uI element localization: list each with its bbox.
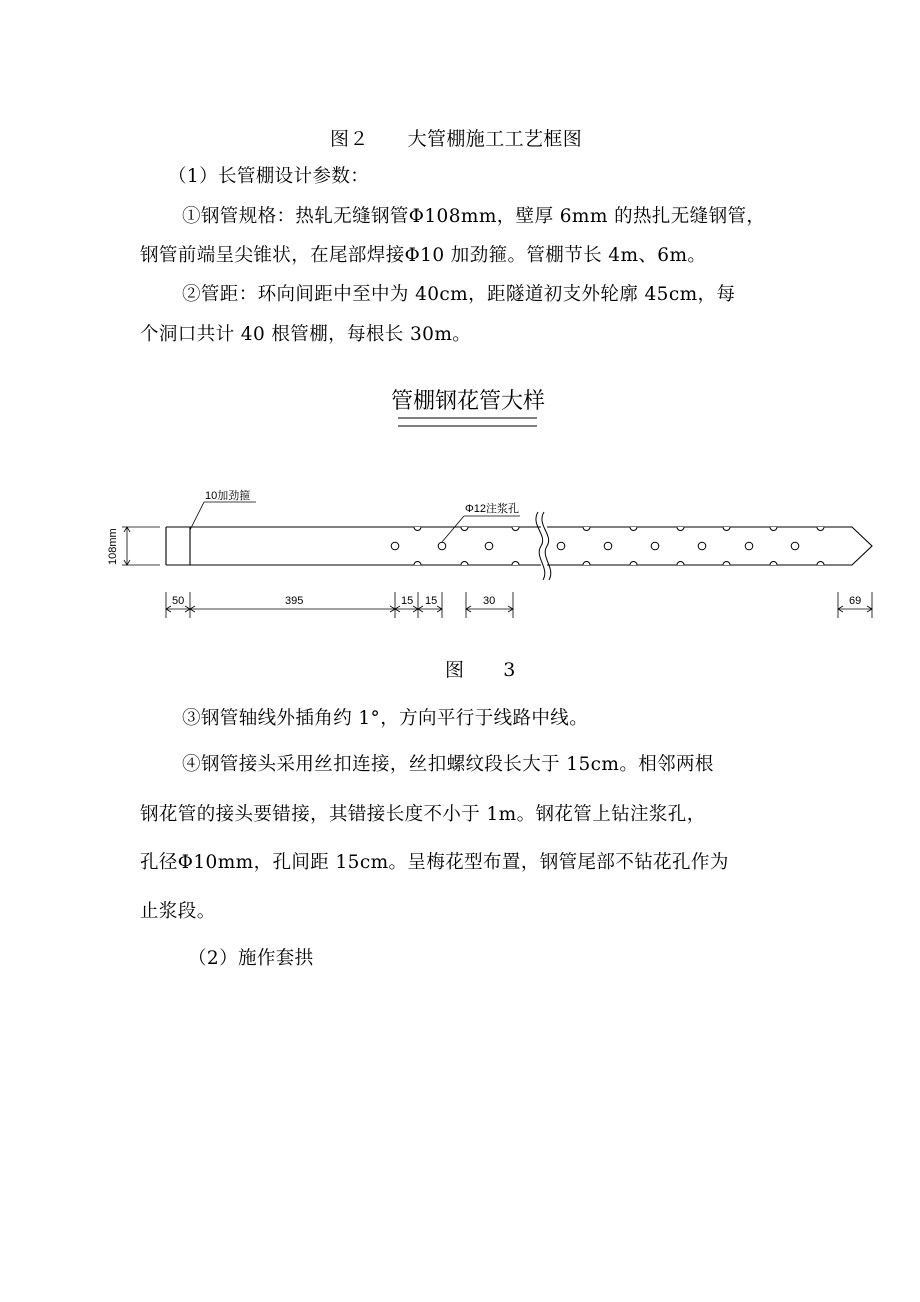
half-hole — [723, 527, 730, 531]
dimension-chain — [166, 592, 872, 618]
half-hole — [770, 562, 777, 566]
grout-hole — [791, 542, 799, 550]
dim-15a: 15 — [401, 595, 414, 607]
grout-hole — [698, 542, 706, 550]
half-hole — [817, 527, 824, 531]
dim-15b: 15 — [425, 595, 438, 607]
half-hole — [677, 562, 684, 566]
half-hole — [583, 562, 590, 566]
middle-holes — [391, 542, 799, 550]
hoop-leader — [190, 502, 204, 530]
item3: ③钢管轴线外插角约 1°，方向平行于线路中线。 — [182, 708, 589, 729]
pipe-body-right — [547, 527, 872, 565]
grout-hole — [651, 542, 659, 550]
half-hole — [723, 562, 730, 566]
item4-line4: 止浆段。 — [140, 901, 216, 922]
half-hole — [414, 562, 421, 566]
item1-line1: ①钢管规格：热轧无缝钢管Φ108mm，壁厚 6mm 的热扎无缝钢管， — [182, 206, 766, 227]
half-hole — [461, 527, 468, 531]
dim-69: 69 — [849, 595, 862, 607]
half-hole — [677, 527, 684, 531]
half-hole — [461, 562, 468, 566]
item2-line2: 个洞口共计 40 根管棚，每根长 30m。 — [140, 324, 472, 345]
section2-heading: （2）施作套拱 — [188, 948, 314, 969]
hoop-label: 10加劲箍 — [205, 490, 251, 502]
half-hole — [817, 562, 824, 566]
item4-line3: 孔径Φ10mm，孔间距 15cm。呈梅花型布置，钢管尾部不钻花孔作为 — [140, 852, 729, 873]
item1-line2: 钢管前端呈尖锥状，在尾部焊接Φ10 加劲箍。管棚节长 4m、6m。 — [140, 245, 707, 266]
item4-line2: 钢花管的接头要错接，其错接长度不小于 1m。钢花管上钻注浆孔， — [140, 804, 706, 825]
grout-hole — [745, 542, 753, 550]
item2-line1: ②管距：环向间距中至中为 40cm，距隧道初支外轮廓 45cm，每 — [182, 284, 736, 305]
grout-hole — [485, 542, 493, 550]
hole-leader — [442, 516, 464, 542]
grout-hole — [438, 542, 446, 550]
drawing-title: 管棚钢花管大样 — [390, 389, 545, 414]
section1-heading: （1）长管棚设计参数： — [168, 166, 370, 187]
grout-hole — [604, 542, 612, 550]
dim-30: 30 — [483, 595, 496, 607]
diameter-label: 108mm — [107, 528, 119, 565]
dim-395: 395 — [285, 595, 304, 607]
half-hole — [512, 527, 519, 531]
half-hole — [583, 527, 590, 531]
grout-hole — [391, 542, 399, 550]
half-hole — [630, 562, 637, 566]
half-hole — [770, 527, 777, 531]
figure2-caption: 图２ 大管棚施工工艺框图 — [330, 128, 583, 150]
break-symbol-2 — [542, 512, 551, 580]
half-hole — [414, 527, 421, 531]
half-hole — [630, 527, 637, 531]
figure3-caption: 图 3 — [445, 659, 516, 681]
dim-50: 50 — [172, 595, 185, 607]
hole-label: Φ12注浆孔 — [465, 503, 520, 515]
grout-hole — [557, 542, 565, 550]
item4-line1: ④钢管接头采用丝扣连接，丝扣螺纹段长大于 15cm。相邻两根 — [182, 754, 714, 775]
break-symbol — [536, 512, 545, 580]
half-hole — [512, 562, 519, 566]
